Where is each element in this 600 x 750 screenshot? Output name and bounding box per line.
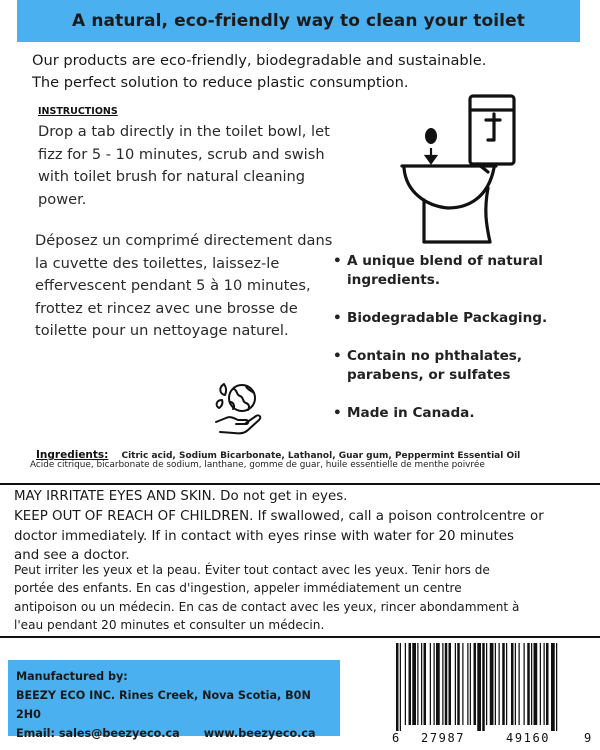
barcode-bar bbox=[531, 643, 532, 725]
barcode-bar bbox=[455, 643, 456, 725]
barcode-bar bbox=[445, 643, 448, 725]
barcode-bar bbox=[462, 643, 463, 725]
warning-line: Peut irriter les yeux et la peau. Éviter tout contact avec les yeux. Tenir hors de bbox=[14, 563, 490, 577]
warnings-english bbox=[14, 487, 594, 566]
warning-line: KEEP OUT OF REACH OF CHILDREN. If swallowed, call a poison controlcentre or bbox=[14, 508, 544, 524]
barcode-bar bbox=[546, 643, 549, 725]
ingredients-english: Citric acid, Sodium Bicarbonate, Lathanol, Guar gum, Peppermint Essential Oil bbox=[121, 451, 521, 461]
barcode-bar bbox=[556, 643, 557, 731]
divider-top bbox=[0, 483, 600, 485]
banner-title: A natural, eco-friendly way to clean your toilet bbox=[72, 11, 525, 31]
divider-bottom bbox=[0, 636, 600, 638]
warning-line: antipoison ou un médecin. En cas de contact avec les yeux, rincer abondamment à bbox=[14, 599, 520, 614]
eco-hand-globe-icon bbox=[212, 378, 264, 440]
barcode-bar bbox=[409, 643, 412, 725]
feature-item: • Made in Canada. bbox=[333, 404, 593, 423]
toilet-icon bbox=[398, 92, 528, 252]
barcode-bar bbox=[434, 643, 435, 725]
ingredients-section bbox=[30, 443, 596, 470]
barcode-bar bbox=[502, 643, 505, 725]
barcode-bar bbox=[457, 643, 460, 725]
warnings-french bbox=[14, 561, 594, 634]
barcode-bar bbox=[436, 643, 440, 725]
barcode-bar bbox=[477, 643, 481, 731]
instructions-french: Déposez un comprimé directement dans la cuvette des toilettes, laissez-le effervescent pendant 5 à 10 minutes, frottez et rincez avec une brosse de toilette pour un nettoyage naturel. bbox=[35, 232, 333, 339]
manufacturer-website[interactable]: www.beezyeco.ca bbox=[203, 727, 316, 740]
barcode-bar bbox=[544, 643, 545, 725]
warning-line: l'eau pendant 20 minutes et consulter un médecin. bbox=[14, 617, 325, 632]
manufacturer-contact bbox=[16, 724, 332, 743]
barcode-bar bbox=[490, 643, 494, 725]
barcode-bar bbox=[400, 643, 401, 731]
barcode-bar bbox=[499, 643, 500, 725]
manufacturer-box bbox=[8, 660, 340, 740]
barcode-digit-last: 9 bbox=[584, 731, 593, 745]
barcode-bar bbox=[551, 643, 555, 731]
barcode-bar bbox=[506, 643, 507, 725]
barcode-bar bbox=[467, 643, 468, 725]
barcode-bar bbox=[527, 643, 530, 725]
barcode-bar bbox=[515, 643, 516, 725]
barcode-bar bbox=[534, 643, 538, 725]
barcode bbox=[392, 643, 590, 731]
intro-line: Our products are eco-friendly, biodegradable and sustainable. bbox=[32, 52, 487, 69]
feature-item: • Biodegradable Packaging. bbox=[333, 309, 593, 328]
barcode-bar bbox=[474, 643, 477, 725]
ingredients-french: Acide citrique, bicarbonate de sodium, lanthane, gomme de guar, huile essentielle de menthe poivrée bbox=[30, 460, 485, 470]
manufacturer-heading: Manufactured by: bbox=[16, 670, 128, 683]
intro-line: The perfect solution to reduce plastic consumption. bbox=[32, 74, 409, 91]
barcode-bar bbox=[396, 643, 399, 731]
feature-item: • A unique blend of natural ingredients. bbox=[333, 252, 593, 290]
manufacturer-address: BEEZY ECO INC. Rines Creek, Nova Scotia, B0N 2H0 bbox=[16, 689, 311, 721]
warning-line: MAY IRRITATE EYES AND SKIN. Do not get in eyes. bbox=[14, 489, 348, 504]
barcode-bar bbox=[430, 643, 431, 725]
warning-line: doctor immediately. If in contact with eyes rinse with water for 20 minutes bbox=[14, 528, 514, 544]
barcode-bar bbox=[449, 643, 452, 725]
barcode-bar bbox=[442, 643, 443, 725]
ingredients-label: Ingredients: bbox=[36, 449, 109, 461]
instructions-english: Drop a tab directly in the toilet bowl, let fizz for 5 - 10 minutes, scrub and swish with toilet brush for natural cleaning power. bbox=[38, 123, 330, 208]
barcode-bar bbox=[511, 643, 514, 725]
barcode-group-left: 27987 bbox=[421, 731, 466, 745]
barcode-bar bbox=[421, 643, 422, 725]
barcode-bar bbox=[417, 643, 418, 725]
barcode-bar bbox=[482, 643, 485, 731]
barcode-bar bbox=[519, 643, 520, 725]
feature-item: • Contain no phthalates, parabens, or sulfates bbox=[333, 347, 593, 385]
barcode-group-right: 49160 bbox=[506, 731, 551, 745]
warning-line: portée des enfants. En cas d'ingestion, appeler immédiatement un centre bbox=[14, 581, 462, 596]
title-banner bbox=[17, 0, 580, 42]
manufacturer-email[interactable]: Email: sales@beezyeco.ca bbox=[16, 727, 180, 740]
warning-line: and see a doctor. bbox=[14, 548, 130, 564]
barcode-bar bbox=[424, 643, 427, 725]
barcode-bar bbox=[540, 643, 541, 725]
barcode-digit-first: 6 bbox=[392, 731, 401, 745]
barcode-bar bbox=[486, 643, 487, 725]
barcode-bar bbox=[412, 643, 416, 725]
intro-text bbox=[32, 50, 592, 94]
barcode-bar bbox=[495, 643, 496, 725]
features-list bbox=[333, 252, 593, 442]
barcode-bar bbox=[405, 643, 406, 725]
instructions-heading: INSTRUCTIONS bbox=[38, 106, 118, 117]
barcode-bar bbox=[470, 643, 471, 725]
barcode-bar bbox=[524, 643, 525, 725]
